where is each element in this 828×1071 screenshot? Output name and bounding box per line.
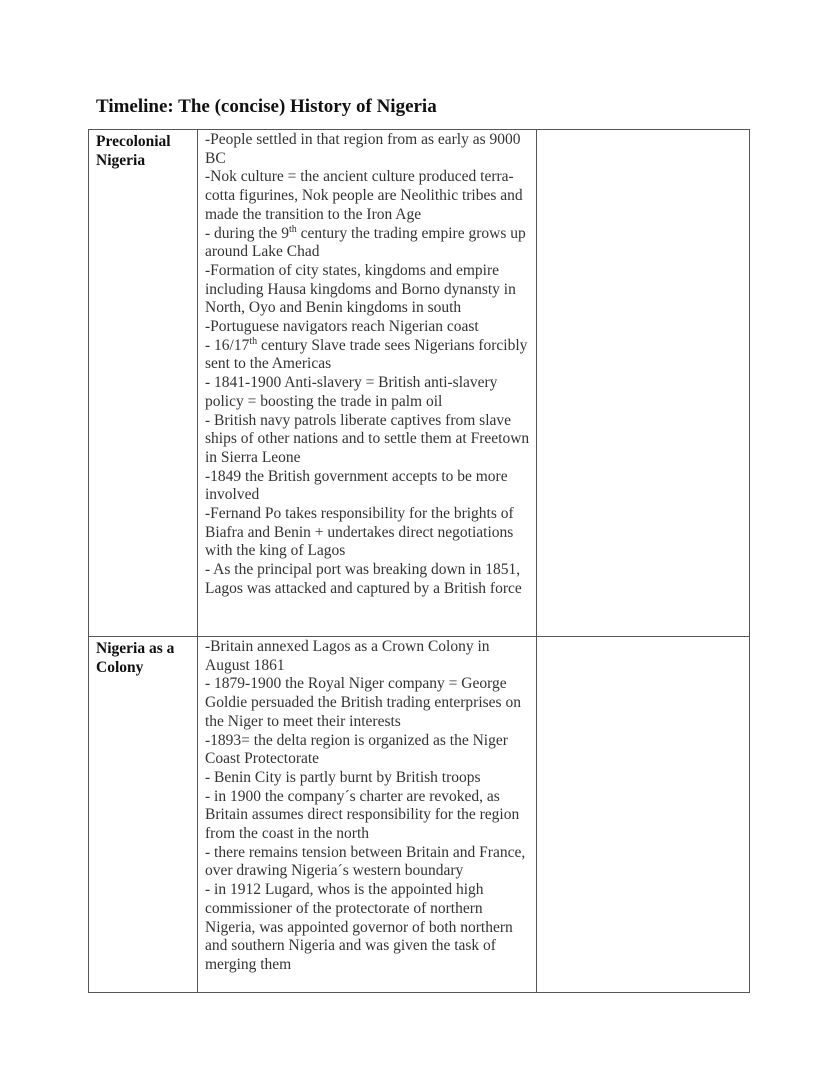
event-text-end: century the trading empire grows up around Lake Chad bbox=[205, 224, 526, 261]
period-label-colony: Nigeria as a Colony bbox=[89, 637, 198, 993]
event-item: - Benin City is partly burnt by British troops bbox=[205, 768, 481, 786]
event-item: - British navy patrols liberate captives from slave ships of other nations and to settle them at Freetown in Sierra Leone bbox=[205, 411, 530, 466]
page-title: Timeline: The (concise) History of Nigeria bbox=[96, 96, 437, 117]
table-row-colony bbox=[89, 637, 750, 993]
table-row-precolonial bbox=[89, 130, 750, 637]
event-item: - 1841-1900 Anti-slavery = British anti-slavery policy = boosting the trade in palm oil bbox=[205, 374, 498, 410]
event-item: -1893= the delta region is organized as the Niger Coast Protectorate bbox=[205, 731, 508, 768]
event-text-end: century Slave trade sees Nigerians forcibly sent to the Americas bbox=[205, 336, 528, 373]
event-item bbox=[205, 225, 532, 262]
event-item: - in 1912 Lugard, whos is the appointed high commissioner of the protectorate of northern Nigeria, was appointed governor of both northern and southern Nigeria and was given the task of merging them bbox=[205, 881, 513, 973]
event-item: - there remains tension between Britain and France, over drawing Nigeria´s western boundary bbox=[205, 843, 526, 880]
event-item: -Portuguese navigators reach Nigerian coast bbox=[205, 318, 479, 336]
period-label-precolonial: Precolonial Nigeria bbox=[89, 130, 198, 637]
timeline-table bbox=[88, 129, 750, 993]
events-cell-precolonial bbox=[198, 130, 537, 637]
event-item: -People settled in that region from as early as 9000 BC bbox=[205, 131, 521, 167]
event-item: - As the principal port was breaking down in 1851, Lagos was attacked and captured by a British force bbox=[205, 561, 522, 597]
event-item: -1849 the British government accepts to be more involved bbox=[205, 467, 508, 504]
event-item: - 1879-1900 the Royal Niger company = George Goldie persuaded the British trading enterprises on the Niger to meet their interests bbox=[205, 675, 521, 730]
event-item: -Britain annexed Lagos as a Crown Colony in August 1861 bbox=[205, 638, 490, 674]
events-cell-colony bbox=[198, 637, 537, 993]
event-item: -Formation of city states, kingdoms and empire including Hausa kingdoms and Borno dynansty in North, Oyo and Benin kingdoms in south bbox=[205, 261, 516, 317]
notes-cell-precolonial bbox=[537, 130, 750, 637]
event-text-start: - during the 9 bbox=[205, 224, 289, 242]
notes-cell-colony bbox=[537, 637, 750, 993]
event-text-start: - 16/17 bbox=[205, 336, 250, 354]
event-item bbox=[205, 337, 532, 374]
event-item: - in 1900 the company´s charter are revoked, as Britain assumes direct responsibility for the region from the coast in the north bbox=[205, 787, 520, 843]
ordinal-suffix: th bbox=[288, 223, 297, 235]
event-item: -Fernand Po takes responsibility for the brights of Biafra and Benin + undertakes direct negotiations with the king of Lagos bbox=[205, 505, 514, 560]
ordinal-suffix: th bbox=[249, 335, 258, 347]
event-item: -Nok culture = the ancient culture produced terra-cotta figurines, Nok people are Neolithic tribes and made the transition to the Iron Age bbox=[205, 168, 523, 223]
